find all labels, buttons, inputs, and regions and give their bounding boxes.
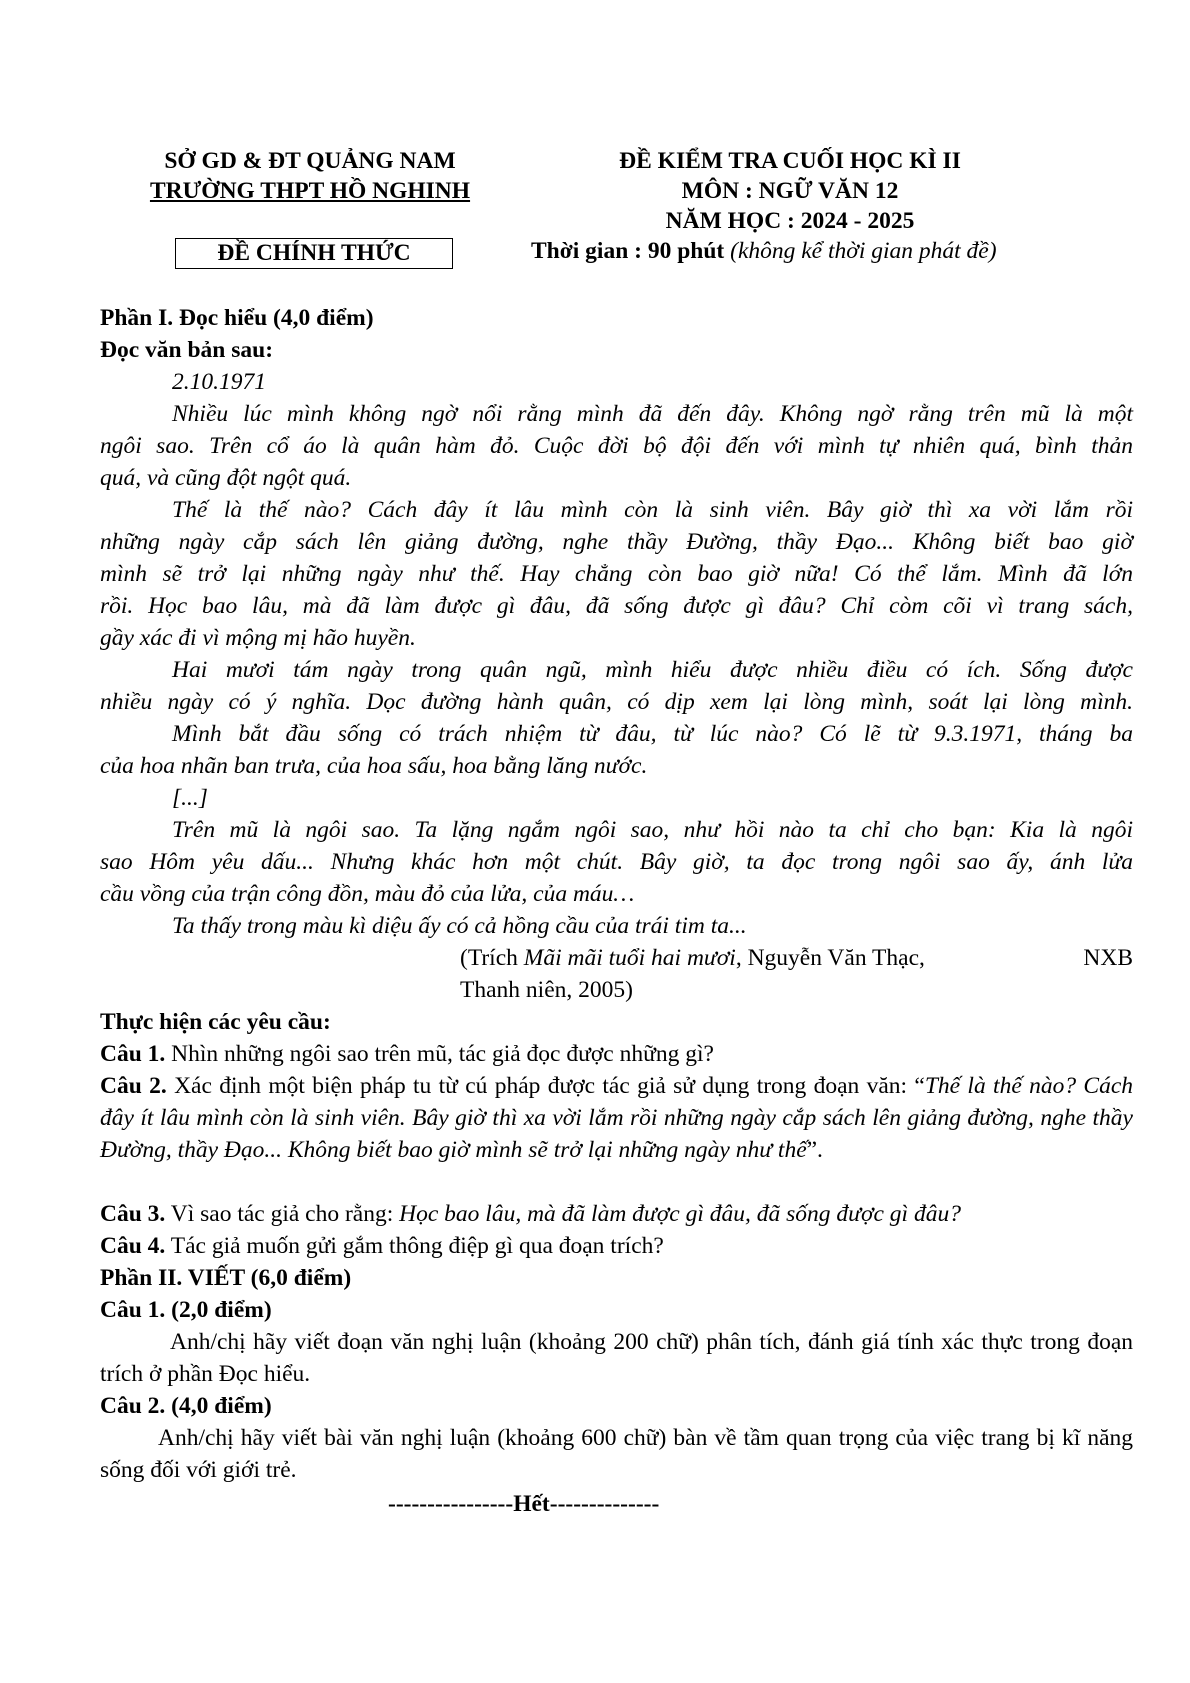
question-3 <box>100 1198 961 1230</box>
passage-line: Thế là thế nào? Cách đây ít lâu mình còn là sinh viên. Bây giờ thì xa vời lắm rồi <box>172 497 1133 523</box>
part2-q1-text: Anh/chị hãy viết đoạn văn nghị luận (khoảng 200 chữ) phân tích, đánh giá tính xác thực trong đoạn trích ở phần Đọc hiểu. <box>100 1329 1133 1387</box>
passage-line: của hoa nhãn ban trưa, của hoa sấu, hoa bằng lăng nước. <box>100 753 648 779</box>
passage-line: ngôi sao. Trên cổ áo là quân hàm đỏ. Cuộc đời bộ đội đến với mình tự nhiên quá, bình thản <box>100 433 1133 459</box>
exam-title: ĐỀ KIỂM TRA CUỐI HỌC KÌ II <box>619 148 961 174</box>
part1-heading: Phần I. Đọc hiểu (4,0 điểm) <box>100 305 374 331</box>
read-instruction: Đọc văn bản sau: <box>100 337 274 363</box>
passage-date: 2.10.1971 <box>172 369 266 395</box>
question-text: Xác định một biện pháp tu từ cú pháp được tác giả sử dụng trong đoạn văn: “ <box>166 1073 925 1099</box>
passage-line: quá, và cũng đột ngột quá. <box>100 465 352 491</box>
passage-line: sao Hôm yêu dấu... Nhưng khác hơn một chút. Bây giờ, ta đọc trong ngôi sao ấy, ánh lửa <box>100 849 1133 875</box>
department-name: SỞ GD & ĐT QUẢNG NAM <box>164 148 456 174</box>
school-year: NĂM HỌC : 2024 - 2025 <box>665 208 915 234</box>
official-badge: ĐỀ CHÍNH THỨC <box>175 238 453 269</box>
question-text: Nhìn những ngôi sao trên mũ, tác giả đọc được những gì? <box>165 1041 714 1067</box>
part2-q1-heading: Câu 1. (2,0 điểm) <box>100 1297 272 1323</box>
source-publisher: NXB <box>1083 945 1133 971</box>
part2-heading: Phần II. VIẾT (6,0 điểm) <box>100 1265 352 1291</box>
source-line2: Thanh niên, 2005) <box>460 977 633 1003</box>
passage-line: Ta thấy trong màu kì diệu ấy có cả hồng cầu của trái tim ta... <box>172 913 747 939</box>
passage-line: nhiều ngày có ý nghĩa. Dọc đường hành quân, có dịp xem lại lòng mình, soát lại lòng mình. <box>100 689 1133 715</box>
exam-subject: MÔN : NGỮ VĂN 12 <box>681 178 899 204</box>
question-quote: Thế là thế nào? Cách đây ít lâu mình còn là sinh viên. Bây giờ thì xa vời lắm rồi những ngày cắp sách lên giảng đường, nghe thầy Đường, thầy Đạo... Không biết bao giờ mình sẽ trở lại những ngày như thế <box>100 1073 1134 1163</box>
passage-line: Mình bắt đầu sống có trách nhiệm từ đâu, từ lúc nào? Có lẽ từ 9.3.1971, tháng ba <box>172 721 1133 747</box>
question-4 <box>100 1230 664 1262</box>
question-label: Câu 1. <box>100 1041 166 1067</box>
passage-line: Hai mươi tám ngày trong quân ngũ, mình hiểu được nhiều điều có ích. Sống được <box>172 657 1133 683</box>
question-1 <box>100 1038 714 1070</box>
question-label: Câu 2. <box>100 1073 167 1099</box>
passage-line: mình sẽ trở lại những ngày như thế. Hay chẳng còn bao giờ nữa! Có thể lắm. Mình đã lớn <box>100 561 1133 587</box>
question-label: Câu 4. <box>100 1233 166 1259</box>
passage-line: Trên mũ là ngôi sao. Ta lặng ngắm ngôi sao, như hồi nào ta chỉ cho bạn: Kia là ngôi <box>172 817 1133 843</box>
passage-line: rồi. Học bao lâu, mà đã làm được gì đâu, đã sống được gì đâu? Chỉ còm cõi vì trang sách, <box>100 593 1133 619</box>
part2-q2-text: Anh/chị hãy viết bài văn nghị luận (khoảng 600 chữ) bàn về tầm quan trọng của việc trang bị kĩ năng sống đối với giới trẻ. <box>100 1425 1133 1483</box>
passage-line: Nhiều lúc mình không ngờ nổi rằng mình đã đến đây. Không ngờ rằng trên mũ là một <box>172 401 1133 427</box>
passage-line: gầy xác đi vì mộng mị hão huyền. <box>100 625 416 651</box>
time-label: Thời gian : 90 phút <box>531 238 725 264</box>
end-mark: ----------------Hết-------------- <box>388 1491 660 1517</box>
question-tail: ”. <box>806 1137 823 1163</box>
exam-time <box>531 236 997 266</box>
source-title: Mãi mãi tuổi hai mươi <box>523 945 736 971</box>
passage-line: cầu vồng của trận công đồn, màu đỏ của lửa, của máu… <box>100 881 635 907</box>
passage-ellipsis: [...] <box>172 785 208 811</box>
passage-line: những ngày cắp sách lên giảng đường, nghe thầy Đường, thầy Đạo... Không biết bao giờ <box>100 529 1133 555</box>
part2-q2-heading: Câu 2. (4,0 điểm) <box>100 1393 272 1419</box>
question-quote: Học bao lâu, mà đã làm được gì đâu, đã sống được gì đâu? <box>399 1201 961 1227</box>
source-author: , Nguyễn Văn Thạc, <box>735 945 925 971</box>
passage-source <box>460 942 1133 974</box>
question-text: Tác giả muốn gửi gắm thông điệp gì qua đoạn trích? <box>165 1233 664 1259</box>
requirements-heading: Thực hiện các yêu cầu: <box>100 1009 331 1035</box>
school-name: TRƯỜNG THPT HỒ NGHINH <box>149 178 471 204</box>
question-2 <box>100 1070 1133 1166</box>
time-note: (không kể thời gian phát đề) <box>730 238 997 264</box>
source-prefix: (Trích <box>460 945 524 971</box>
question-label: Câu 3. <box>100 1201 166 1227</box>
question-text: Vì sao tác giả cho rằng: <box>165 1201 400 1227</box>
